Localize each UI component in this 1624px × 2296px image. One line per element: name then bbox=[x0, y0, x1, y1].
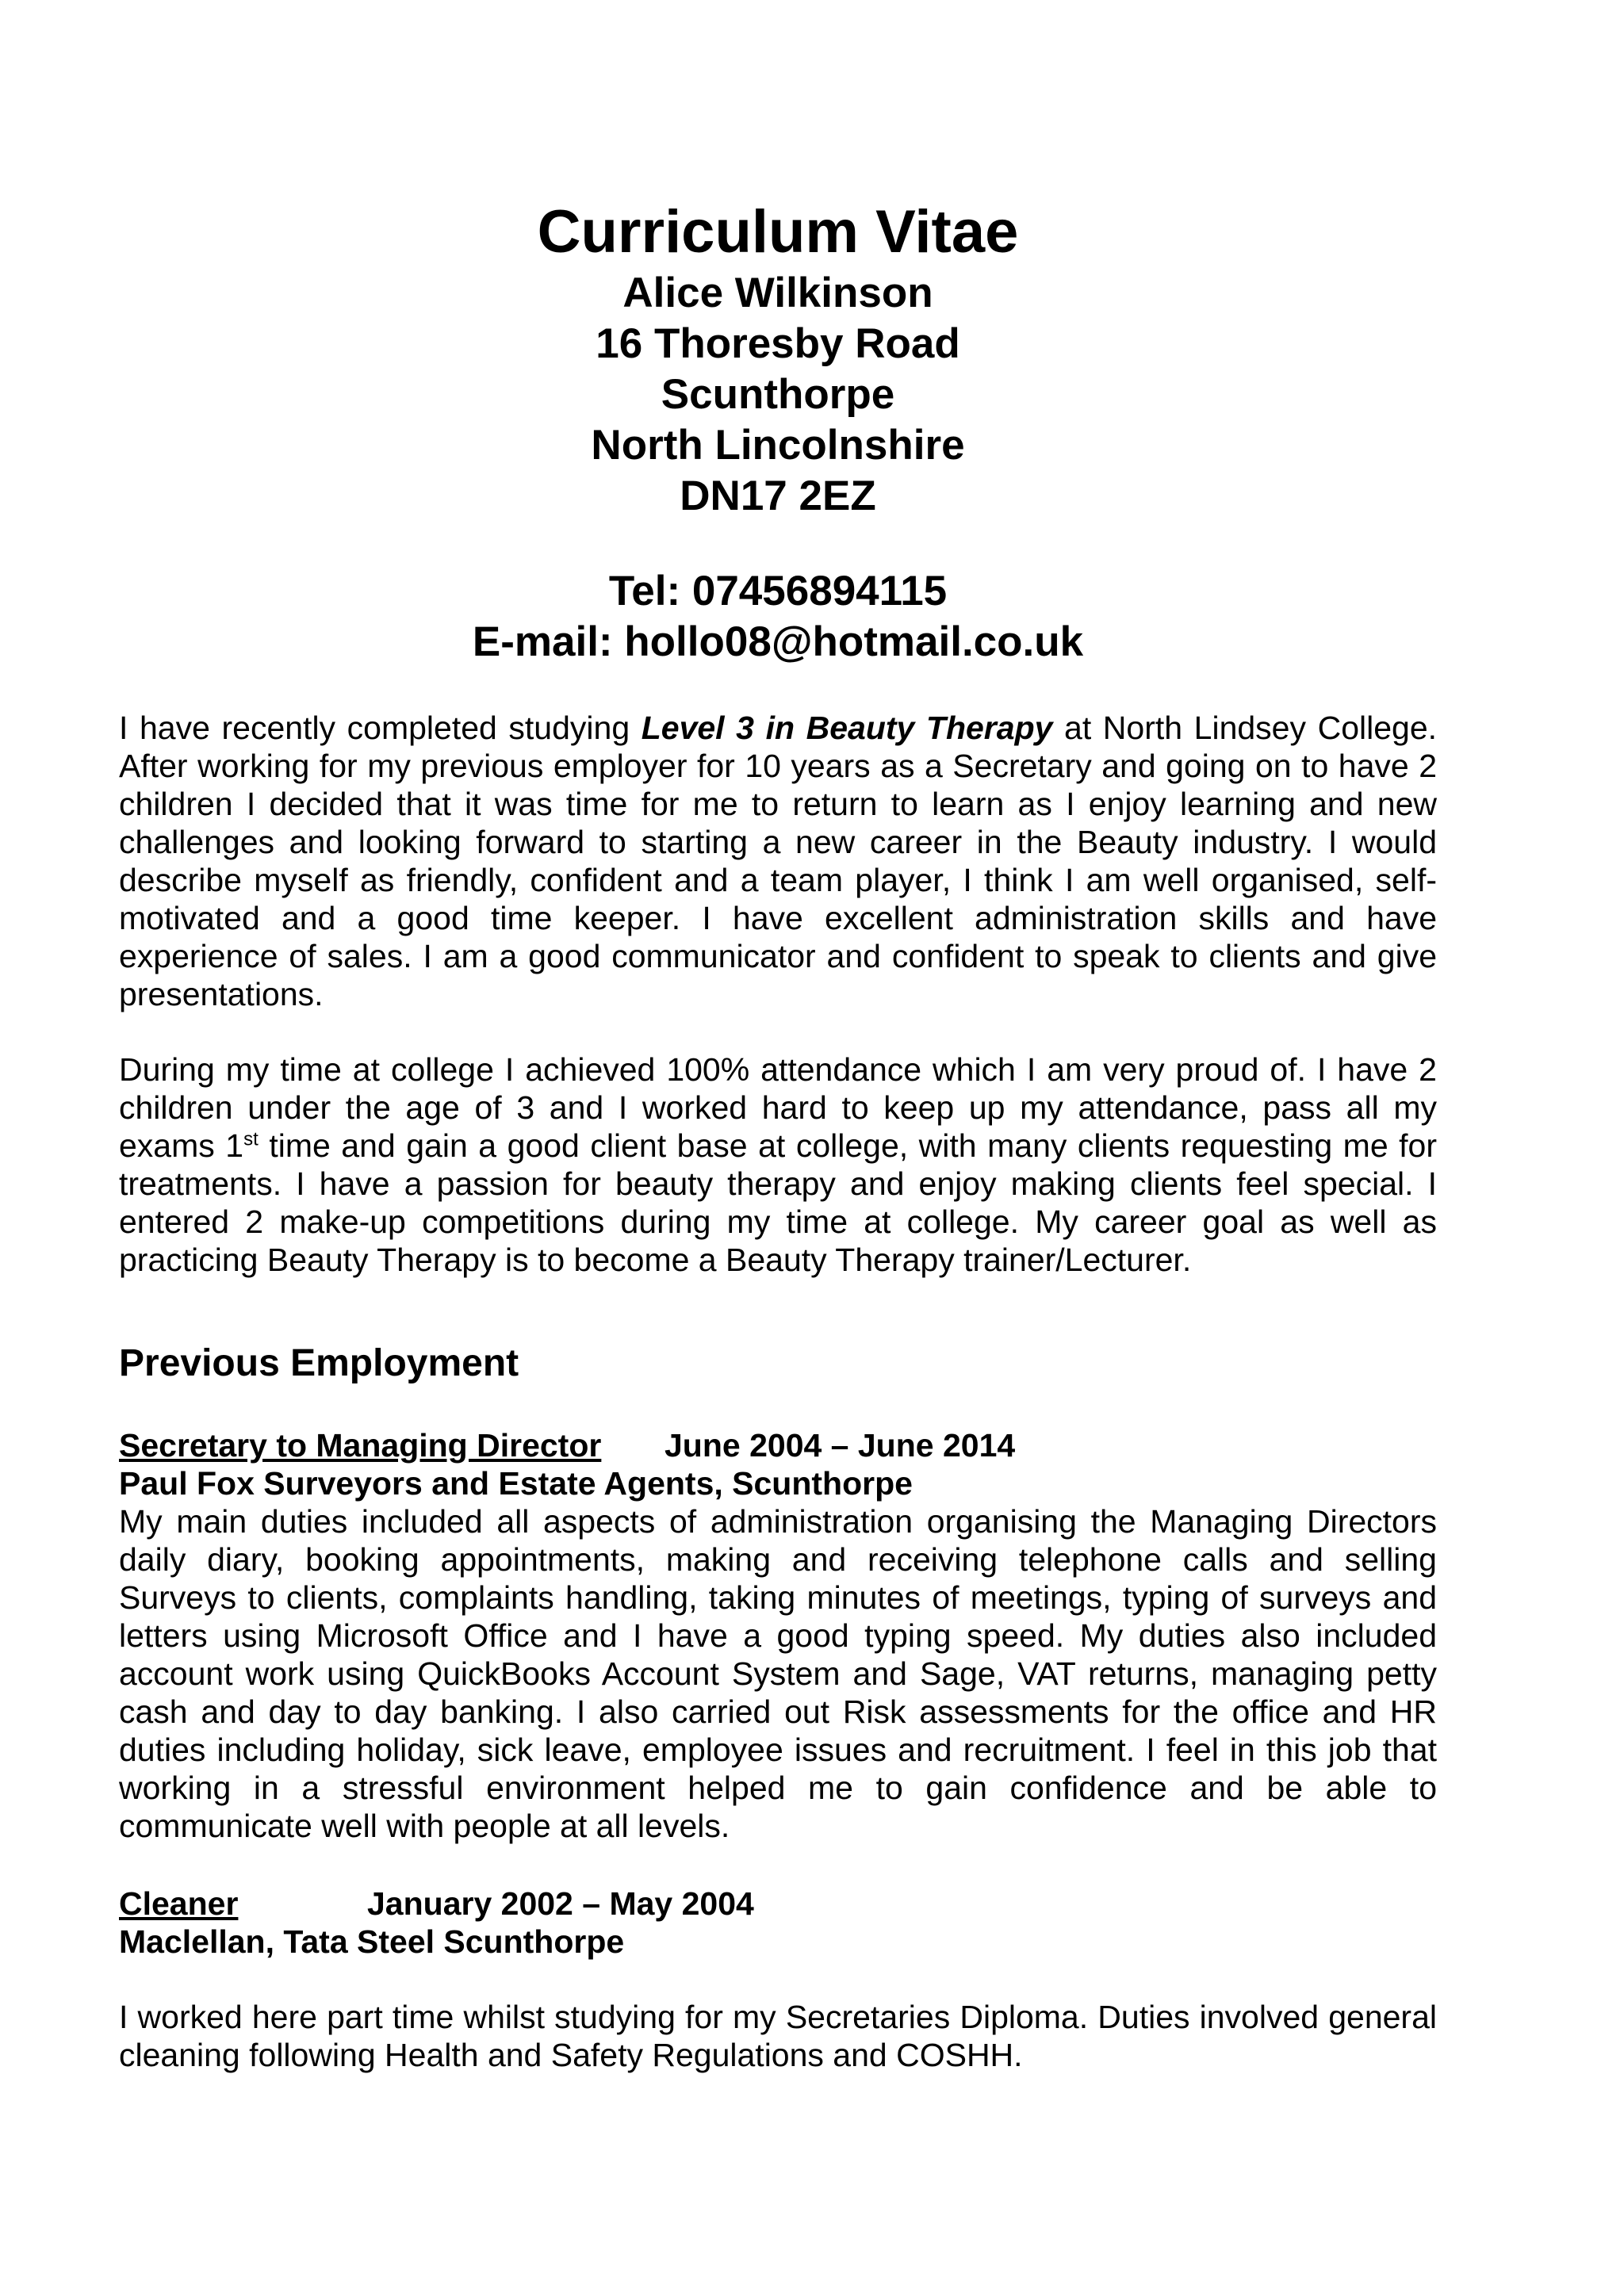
cv-content bbox=[119, 197, 1437, 2074]
attendance-paragraph bbox=[119, 1050, 1437, 1279]
attendance-text-start: During my time at college I achieved 100% attendance which I am very proud of. I have 2 children under the age of 3 and I worked hard to keep up my attendance, pass all my exams 1 bbox=[119, 1051, 1437, 1164]
telephone: Tel: 07456894115 bbox=[608, 568, 948, 614]
job-company: Maclellan, Tata Steel Scunthorpe bbox=[119, 1923, 625, 1960]
section-heading-employment: Previous Employment bbox=[119, 1342, 519, 1384]
attendance-text-end: time and gain a good client base at college, with many clients requesting me for treatments. I have a passion for beauty therapy and enjoy making clients feel special. I entered 2 make-up competitions during my time at college. My career goal as well as practicing Beauty Therapy is to become a Beauty Therapy trainer/Lecturer. bbox=[119, 1127, 1438, 1278]
personal-statement bbox=[119, 709, 1437, 1013]
job-description: My main duties included all aspects of administration organising the Managing Directors daily diary, booking appointments, making and receiving telephone calls and selling Surveys to clients, complaints handling, taking minutes of meetings, typing of surveys and letters using Microsoft Office and I have a good typing speed. My duties also included account work using QuickBooks Account System and Sage, VAT returns, managing petty cash and day to day banking. I also carried out Risk assessments for the office and HR duties including holiday, sick leave, employee issues and recruitment. I feel in this job that working in a stressful environment helped me to gain confidence and be able to communicate well with people at all levels. bbox=[119, 1503, 1437, 1844]
address-town: Scunthorpe bbox=[661, 371, 895, 418]
job-company: Paul Fox Surveyors and Estate Agents, Scunthorpe bbox=[119, 1465, 913, 1502]
applicant-name: Alice Wilkinson bbox=[622, 270, 933, 316]
ordinal-suffix: st bbox=[243, 1128, 259, 1150]
job-dates: January 2002 – May 2004 bbox=[367, 1885, 754, 1922]
address-county: North Lincolnshire bbox=[591, 422, 965, 469]
job-title: Secretary to Managing Director bbox=[119, 1427, 602, 1464]
document-title: Curriculum Vitae bbox=[537, 198, 1019, 266]
contact-details bbox=[119, 566, 1437, 668]
address-postcode: DN17 2EZ bbox=[680, 473, 876, 519]
email: E-mail: hollo08@hotmail.co.uk bbox=[472, 618, 1084, 665]
cv-header bbox=[119, 197, 1437, 668]
job-title: Cleaner bbox=[119, 1885, 239, 1922]
job-title-row bbox=[119, 1426, 1437, 1464]
address-line: 16 Thoresby Road bbox=[596, 320, 960, 367]
job-dates: June 2004 – June 2014 bbox=[665, 1427, 1016, 1464]
job-description: I worked here part time whilst studying for my Secretaries Diploma. Duties involved general cleaning following Health and Safety Regulations and COSHH. bbox=[119, 1999, 1437, 2073]
qualification-emphasis: Level 3 in Beauty Therapy bbox=[641, 710, 1053, 746]
job-entry bbox=[119, 1426, 1437, 1845]
job-title-row bbox=[119, 1885, 1437, 1923]
job-entry bbox=[119, 1885, 1437, 2074]
statement-text-start: I have recently completed studying bbox=[119, 710, 642, 746]
statement-text-end: at North Lindsey College. After working for my previous employer for 10 years as a Secretary and going on to have 2 children I decided that it was time for me to return to learn as I enjoy learning and new challenges and looking forward to starting a new career in the Beauty industry. I would describe myself as friendly, confident and a team player, I think I am well organised, self-motivated and a good time keeper. I have excellent administration skills and have experience of sales. I am a good communicator and confident to speak to clients and give presentations. bbox=[119, 710, 1438, 1012]
